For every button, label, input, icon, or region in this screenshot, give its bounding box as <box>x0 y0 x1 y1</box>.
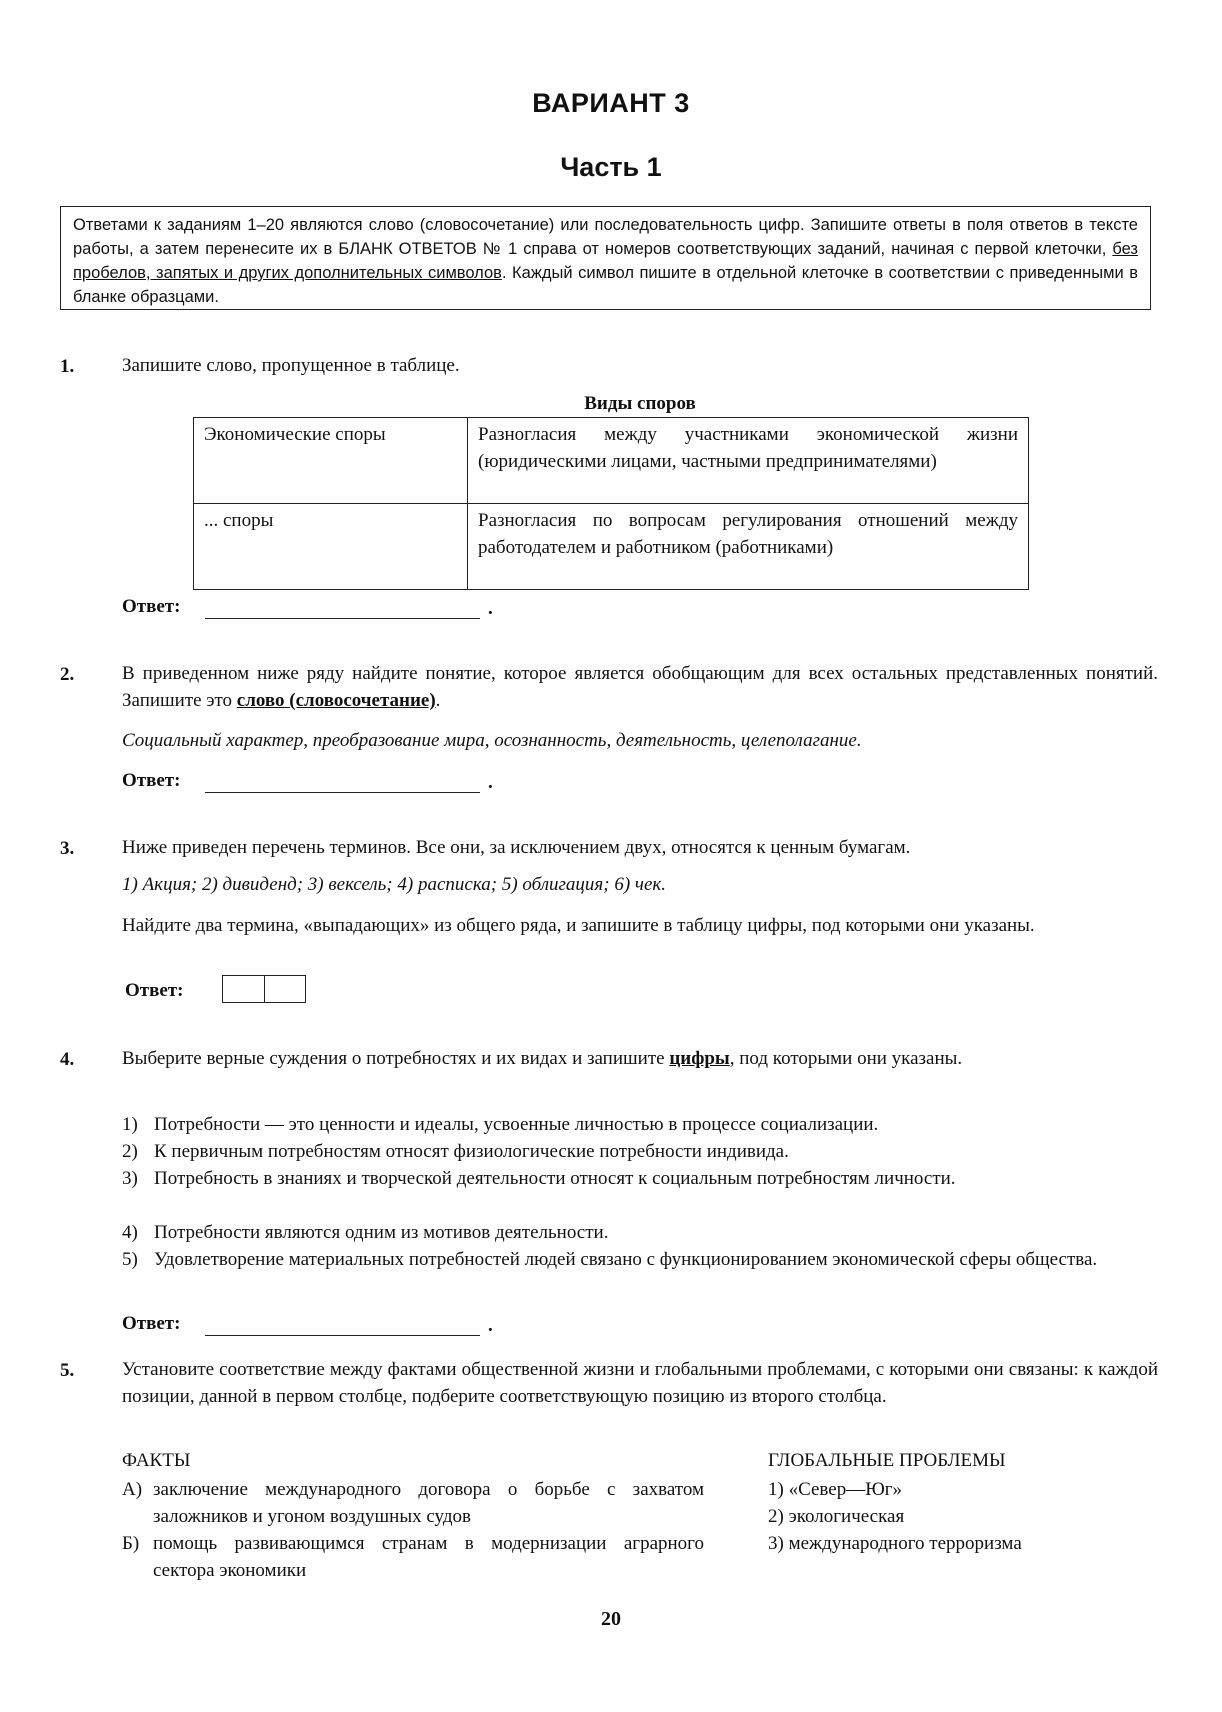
fact-letter: Б) <box>122 1533 140 1554</box>
q2-answer-dot: . <box>488 772 493 793</box>
option-number: 1) <box>122 1114 138 1135</box>
q4-answer-label: Ответ: <box>122 1313 181 1334</box>
q5-fact-a <box>122 1476 704 1530</box>
instructions-underlined: без пробелов, запятых и других дополнительных символов <box>73 240 1138 282</box>
q2-text-underlined: слово (словосочетание) <box>236 690 436 711</box>
q2-list: Социальный характер, преобразование мира, осознанность, деятельность, целеполагание. <box>122 730 862 751</box>
q5-text: Установите соответствие между фактами общественной жизни и глобальными проблемами, с которыми они связаны: к каждой позиции, данной в первом столбце, подберите соответствующую позицию из второго столбца. <box>122 1359 1158 1407</box>
table-cell-definition: Разногласия по вопросам регулирования отношений между работодателем и работником (работниками) <box>468 504 1029 590</box>
q5-number: 5. <box>60 1360 75 1381</box>
q4-option-2 <box>122 1138 1158 1165</box>
fact-letter: А) <box>122 1479 143 1500</box>
q1-text: Запишите слово, пропущенное в таблице. <box>122 355 460 376</box>
q4-text <box>122 1045 1158 1072</box>
q5-problem-3 <box>768 1530 1168 1557</box>
q3-number: 3. <box>60 838 75 859</box>
q5-problem-2 <box>768 1503 1168 1530</box>
problem-number: 2) <box>768 1506 784 1527</box>
q4-text-1: Выберите верные суждения о потребностях и их видах и запишите <box>122 1048 670 1069</box>
q3-list: 1) Акция; 2) дивиденд; 3) вексель; 4) расписка; 5) облигация; 6) чек. <box>122 874 667 895</box>
option-text: Потребности — это ценности и идеалы, усвоенные личностью в процессе социализации. <box>154 1114 879 1135</box>
q1-answer-label: Ответ: <box>122 596 181 617</box>
table-cell-term: ... споры <box>194 504 468 590</box>
q1-table <box>193 417 1029 590</box>
fact-text: помощь развивающимся странам в модернизации аграрного сектора экономики <box>153 1533 704 1581</box>
q4-number: 4. <box>60 1049 75 1070</box>
q1-answer-dot: . <box>488 598 493 619</box>
q5-facts-header: ФАКТЫ <box>122 1450 191 1471</box>
option-number: 5) <box>122 1249 138 1270</box>
option-text: Потребности являются одним из мотивов деятельности. <box>154 1222 609 1243</box>
q4-text-2: , под которыми они указаны. <box>729 1048 963 1069</box>
option-text: Удовлетворение материальных потребностей людей связано с функционированием экономической сферы общества. <box>154 1249 1098 1270</box>
option-text: К первичным потребностям относят физиологические потребности индивида. <box>154 1141 789 1162</box>
q4-option-1 <box>122 1111 1158 1138</box>
q1-number: 1. <box>60 356 75 377</box>
q4-text-underlined: цифры <box>669 1048 730 1069</box>
q2-text-2: . <box>435 690 441 711</box>
problem-number: 1) <box>768 1479 784 1500</box>
option-text: Потребность в знаниях и творческой деятельности относят к социальным потребностям личности. <box>154 1168 956 1189</box>
option-number: 3) <box>122 1168 138 1189</box>
problem-number: 3) <box>768 1533 784 1554</box>
problem-text: международного терроризма <box>788 1533 1022 1554</box>
instructions-text-1: Ответами к заданиям 1–20 являются слово (словосочетание) или последовательность цифр. Запишите ответы в поля ответов в тексте работы, а затем перенесите их в БЛАНК ОТВЕТОВ № 1 справа от номеров соответствующих заданий, начиная с первой клеточки, <box>73 216 1138 258</box>
instructions-text-2: . Каждый символ пишите в отдельной клеточке в соответствии с приведенными в бланке образцами. <box>73 264 1138 306</box>
q5-problem-1 <box>768 1476 1168 1503</box>
problem-text: «Север—Юг» <box>788 1479 903 1500</box>
q3-text: Ниже приведен перечень терминов. Все они, за исключением двух, относятся к ценным бумагам. <box>122 837 911 858</box>
q2-answer-field[interactable] <box>205 792 480 793</box>
q1-table-caption: Виды споров <box>584 393 696 414</box>
variant-title: ВАРИАНТ 3 <box>532 88 690 118</box>
q4-option-4 <box>122 1219 1158 1246</box>
table-cell-definition: Разногласия между участниками экономической жизни (юридическими лицами, частными предпринимателями) <box>468 418 1029 504</box>
instructions-box <box>60 206 1151 310</box>
q3-answer-cells <box>222 975 306 1003</box>
q2-answer-label: Ответ: <box>122 770 181 791</box>
fact-text: заключение международного договора о борьбе с захватом заложников и угоном воздушных судов <box>153 1479 704 1527</box>
q5-problems-header: ГЛОБАЛЬНЫЕ ПРОБЛЕМЫ <box>768 1450 1006 1471</box>
answer-cell[interactable] <box>265 976 306 1002</box>
q3-task: Найдите два термина, «выпадающих» из общего ряда, и запишите в таблицу цифры, под которыми они указаны. <box>122 915 1035 936</box>
table-row <box>194 504 1029 590</box>
q2-number: 2. <box>60 664 75 685</box>
table-row <box>194 418 1029 504</box>
problem-text: экологическая <box>788 1506 905 1527</box>
q4-answer-dot: . <box>488 1315 493 1336</box>
q4-option-5 <box>122 1246 1158 1273</box>
option-number: 4) <box>122 1222 138 1243</box>
q2-text <box>122 660 1158 714</box>
q1-answer-field[interactable] <box>205 618 480 619</box>
answer-cell[interactable] <box>223 976 265 1002</box>
part-title: Часть 1 <box>560 152 662 182</box>
q4-answer-field[interactable] <box>205 1335 480 1336</box>
q4-option-3 <box>122 1165 1158 1192</box>
table-cell-term: Экономические споры <box>194 418 468 504</box>
page-number: 20 <box>601 1608 621 1630</box>
option-number: 2) <box>122 1141 138 1162</box>
q5-fact-b <box>122 1530 704 1584</box>
q2-text-1: В приведенном ниже ряду найдите понятие, которое является обобщающим для всех остальных представленных понятий. Запишите это <box>122 663 1158 711</box>
q3-answer-label: Ответ: <box>125 980 184 1001</box>
